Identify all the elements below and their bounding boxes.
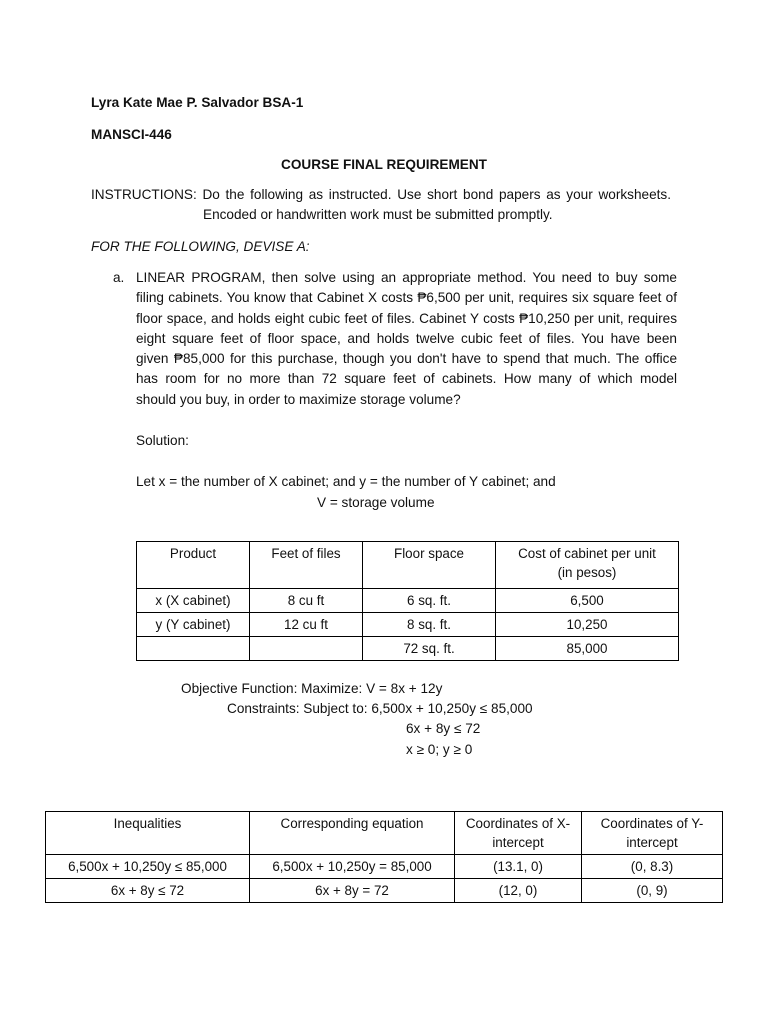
table-cell: (12, 0) <box>455 879 582 903</box>
table-cell: (0, 8.3) <box>582 855 723 879</box>
table-header-cell: Product <box>137 542 250 589</box>
problem-line: filing cabinets. You know that Cabinet X costs ₱6,500 per unit, requires six square feet of <box>136 290 677 306</box>
problem-line: eight square feet of floor space, and holds twelve cubic feet of files. You have been <box>136 330 677 346</box>
table-cell <box>250 637 363 661</box>
problem-statement <box>136 268 677 410</box>
problem-marker: a. <box>113 270 125 285</box>
table-row <box>46 855 723 879</box>
table-cell: 8 cu ft <box>250 589 363 613</box>
student-name: Lyra Kate Mae P. Salvador BSA-1 <box>91 95 304 110</box>
table-cell: 85,000 <box>496 637 679 661</box>
problem-line: LINEAR PROGRAM, then solve using an appropriate method. You need to buy some <box>136 270 677 285</box>
table-cell: (13.1, 0) <box>455 855 582 879</box>
solution-label: Solution: <box>136 433 189 448</box>
table-header-cell: Feet of files <box>250 542 363 589</box>
table-cell: (0, 9) <box>582 879 723 903</box>
constraint-nonnegativity: x ≥ 0; y ≥ 0 <box>406 742 473 757</box>
table-cell: 72 sq. ft. <box>363 637 496 661</box>
table-header-cell <box>455 812 582 855</box>
volume-definition: V = storage volume <box>317 495 435 510</box>
variable-definition: Let x = the number of X cabinet; and y = the number of Y cabinet; and <box>136 474 556 489</box>
header-line: intercept <box>626 835 678 850</box>
table-cell: 12 cu ft <box>250 613 363 637</box>
table-cell: 6 sq. ft. <box>363 589 496 613</box>
section-heading: FOR THE FOLLOWING, DEVISE A: <box>91 239 310 254</box>
header-line: intercept <box>492 835 544 850</box>
constraint-budget: Constraints: Subject to: 6,500x + 10,250y ≤ 85,000 <box>227 701 533 716</box>
problem-line: has room for no more than 72 square feet of cabinets. How many of which model <box>136 371 677 387</box>
table-cell: x (X cabinet) <box>137 589 250 613</box>
header-line: Coordinates of Y- <box>600 816 704 831</box>
table-cell: y (Y cabinet) <box>137 613 250 637</box>
problem-line: given ₱85,000 for this purchase, though you don't have to spend that much. The office <box>136 351 677 367</box>
table-header-row <box>46 812 723 855</box>
instructions-line-1: INSTRUCTIONS: Do the following as instructed. Use short bond papers as your worksheets. <box>91 187 671 202</box>
table-cell: 6,500 <box>496 589 679 613</box>
table-row <box>46 879 723 903</box>
table-row <box>137 589 679 613</box>
course-code: MANSCI-446 <box>91 127 172 142</box>
problem-line: floor space, and holds eight cubic feet of files. Cabinet Y costs ₱10,250 per unit, requires <box>136 310 677 326</box>
table-cell: 6,500x + 10,250y = 85,000 <box>250 855 455 879</box>
header-line: Cost of cabinet per unit <box>518 546 656 561</box>
problem-line: should you buy, in order to maximize storage volume? <box>136 391 461 407</box>
table-cell: 6,500x + 10,250y ≤ 85,000 <box>46 855 250 879</box>
table-cell: 10,250 <box>496 613 679 637</box>
objective-function: Objective Function: Maximize: V = 8x + 12y <box>181 681 443 696</box>
instructions-line-2: Encoded or handwritten work must be submitted promptly. <box>203 207 553 222</box>
table-header-cell <box>582 812 723 855</box>
table-cell <box>137 637 250 661</box>
table-header-cell: Floor space <box>363 542 496 589</box>
table-header-cell <box>496 542 679 589</box>
table-row <box>137 613 679 637</box>
intercept-table <box>45 811 723 903</box>
header-line: Coordinates of X- <box>465 816 571 831</box>
table-header-cell: Corresponding equation <box>250 812 455 855</box>
header-line: (in pesos) <box>557 565 617 580</box>
table-cell: 6x + 8y = 72 <box>250 879 455 903</box>
product-table <box>136 541 679 661</box>
table-header-cell: Inequalities <box>46 812 250 855</box>
table-header-row <box>137 542 679 589</box>
table-row <box>137 637 679 661</box>
table-cell: 8 sq. ft. <box>363 613 496 637</box>
table-cell: 6x + 8y ≤ 72 <box>46 879 250 903</box>
document-title: COURSE FINAL REQUIREMENT <box>281 157 487 172</box>
constraint-space: 6x + 8y ≤ 72 <box>406 721 481 736</box>
